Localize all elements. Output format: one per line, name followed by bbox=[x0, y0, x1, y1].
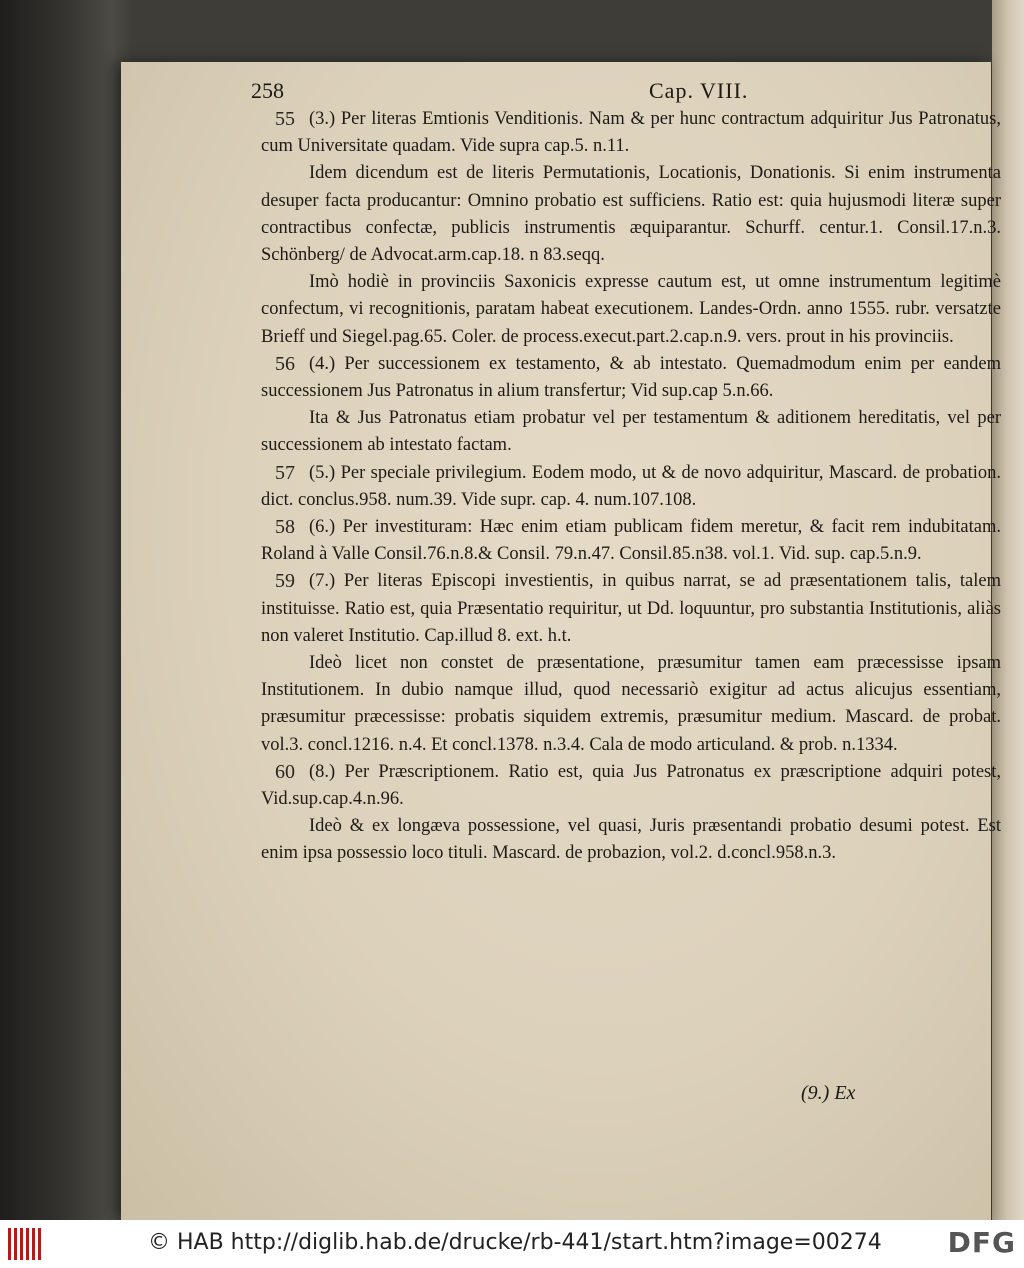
paragraph bbox=[261, 460, 1001, 514]
paragraph-text: (8.) Per Præscriptionem. Ratio est, quia Jus Patronatus ex præscriptione adquiri potest, Vid.sup.cap.4.n.96. bbox=[261, 761, 1001, 810]
paragraph-text: Ita & Jus Patronatus etiam probatur vel per testamentum & aditionem hereditatis, vel per successionem ab intestato factam. bbox=[261, 408, 1001, 456]
marginal-number: 57 bbox=[275, 461, 295, 484]
paragraph bbox=[261, 650, 1001, 759]
paragraph bbox=[261, 351, 1001, 405]
catchword: (9.) Ex bbox=[801, 1082, 856, 1104]
dfg-logo: DFG bbox=[947, 1226, 1016, 1259]
footer-bar bbox=[0, 1220, 1024, 1268]
hab-logo-icon bbox=[8, 1228, 42, 1260]
book-page bbox=[121, 62, 1001, 1220]
body-text bbox=[261, 106, 1001, 868]
paragraph bbox=[261, 813, 1001, 867]
marginal-number: 59 bbox=[275, 570, 295, 593]
running-head bbox=[251, 78, 881, 104]
paragraph bbox=[261, 514, 1001, 568]
paragraph-text: Imò hodiè in provinciis Saxonicis expresse cautum est, ut omne instrumentum legitimè confectum, vi recognitionis, paratam habeat executionem. Landes-Ordn. anno 1555. rubr. versatzte Brieff und Siegel.pag.65. Coler. de process.execut.part.2.cap.n.9. vers. prout in his provinciis. bbox=[261, 272, 1001, 347]
paragraph-text: (4.) Per successionem ex testamento, & ab intestato. Quemadmodum enim per eandem successionem Jus Patronatus in alium transfertur; Vid sup.cap 5.n.66. bbox=[261, 353, 1001, 402]
paragraph-text: Ideò licet non constet de præsentatione, præsumitur tamen eam præcessisse ipsam Institutionem. In dubio namque illud, quod necessariò exigitur ad actus alicujus essentiam, præsumitur præcessisse: probatis siquidem extremis, præsumitur medium. Mascard. de probat. vol.3. concl.1216. n.4. Et concl.1378. n.3.4. Cala de modo articuland. & prob. n.1334. bbox=[261, 653, 1001, 755]
marginal-number: 55 bbox=[275, 108, 295, 130]
paragraph bbox=[261, 405, 1001, 459]
paragraph-text: (6.) Per investituram: Hæc enim etiam publicam fidem meretur, & facit rem indubitatam. Roland à Valle Consil.76.n.8.& Consil. 79.n.47. Consil.85.n38. vol.1. Vid. sup. cap.5.n.9. bbox=[261, 517, 1001, 565]
paragraph bbox=[261, 160, 1001, 269]
paragraph bbox=[261, 568, 1001, 650]
paragraph-text: Ideò & ex longæva possessione, vel quasi, Juris præsentandi probatio desumi potest. Est enim ipsa possessio loco tituli. Mascard. de probazion, vol.2. d.concl.958.n.3. bbox=[261, 816, 1001, 864]
chapter-heading: Cap. VIII. bbox=[649, 78, 749, 103]
marginal-number: 60 bbox=[275, 760, 295, 783]
paragraph bbox=[261, 759, 1001, 813]
paragraph-text: Idem dicendum est de literis Permutationis, Locationis, Donationis. Si enim instrumenta desuper facta producantur: Omnino probatio est sufficiens. Ratio est: quia hujusmodi literæ super contractibus confectæ, publicis instrumentis æquiparantur. Schurff. centur.1. Consil.17.n.3. Schönberg/ de Advocat.arm.cap.18. n 83.seqq. bbox=[261, 163, 1001, 266]
page-number: 258 bbox=[251, 78, 284, 103]
paragraph-text: (5.) Per speciale privilegium. Eodem modo, ut & de novo adquiritur, Mascard. de probation. dict. conclus.958. num.39. Vide supr. cap. 4. num.107.108. bbox=[261, 462, 1001, 510]
copyright-link[interactable]: © HAB http://diglib.hab.de/drucke/rb-441/start.htm?image=00274 bbox=[148, 1230, 882, 1255]
paragraph-text: (7.) Per literas Episcopi investientis, in quibus narrat, se ad præsentationem talis, talem instituisse. Ratio est, quia Præsentatio requiritur, ut Dd. loquuntur, pro substantia Institutionis, aliàs non valeret Institutio. Cap.illud 8. ext. h.t. bbox=[261, 571, 1001, 646]
paragraph-text: (3.) Per literas Emtionis Venditionis. Nam & per hunc contractum adquiritur Jus Patronatus, cum Universitate quadam. Vide supra cap.5. n.11. bbox=[261, 109, 1001, 157]
paragraph bbox=[261, 106, 1001, 160]
marginal-number: 56 bbox=[275, 352, 295, 375]
marginal-number: 58 bbox=[275, 516, 295, 539]
paragraph bbox=[261, 269, 1001, 351]
